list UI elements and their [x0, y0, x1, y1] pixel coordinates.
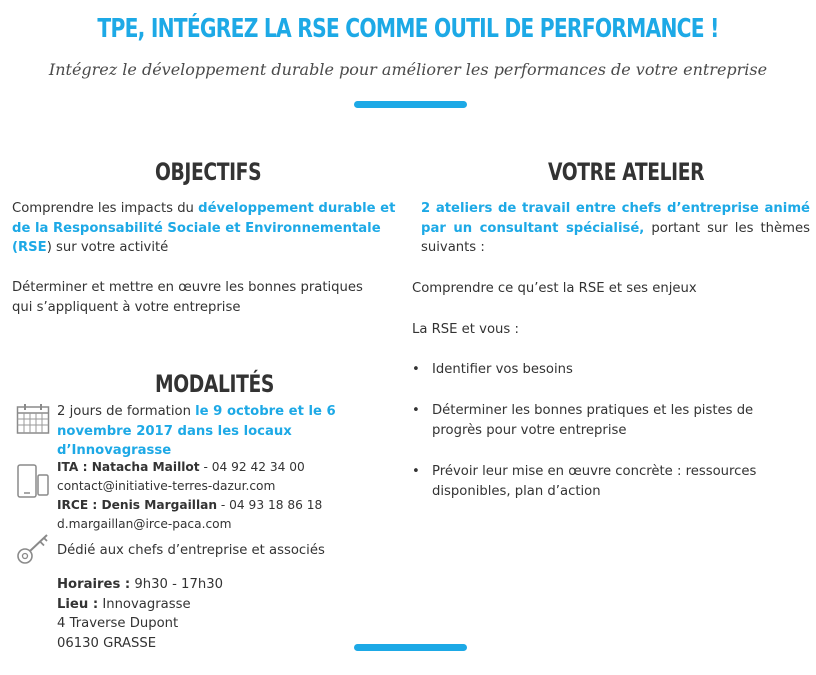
modalites-public: Dédié aux chefs d’entreprise et associés: [57, 543, 325, 558]
atelier-intro-highlight: 2 ateliers de travail entre chefs d’entreprise animé par un consultant spécialisé,: [421, 201, 810, 236]
key-icon: [16, 532, 50, 566]
objectifs-p1-text: Comprendre les impacts du: [12, 201, 199, 216]
lieu-value: Innovagrasse: [98, 596, 191, 612]
objectifs-heading: OBJECTIFS: [155, 158, 262, 186]
objectifs-p1-highlight-3: (RSE: [12, 240, 47, 255]
objectifs-paragraph-1: [12, 199, 397, 258]
modalites-contacts: [57, 458, 402, 534]
objectifs-p1-highlight-2: de la Responsabilité Sociale et Environnementale: [12, 220, 381, 236]
page-subtitle: Intégrez le développement durable pour améliorer les performances de votre entreprise: [48, 60, 768, 79]
atelier-intro: [421, 199, 810, 258]
address-line-1: 4 Traverse Dupont: [57, 616, 179, 631]
top-divider: [354, 101, 467, 108]
atelier-heading: VOTRE ATELIER: [548, 158, 705, 186]
page-title: TPE, INTÉGREZ LA RSE COMME OUTIL DE PERFORMANCE !: [97, 14, 719, 44]
ita-label: ITA : Natacha Maillot: [57, 460, 200, 474]
dates-text: 2 jours de formation: [57, 404, 196, 419]
modalites-heading: MODALITÉS: [155, 370, 274, 398]
ita-phone: - 04 92 42 34 00: [199, 460, 305, 474]
bullet-dot: •: [412, 464, 420, 479]
modalites-dates: [57, 402, 402, 461]
bullet-text: Identifier vos besoins: [432, 362, 573, 377]
horaires-label: Horaires :: [57, 577, 131, 592]
horaires-value: 9h30 - 17h30: [130, 577, 223, 592]
objectifs-p1-post: ) sur votre activité: [46, 240, 169, 255]
lieu-label: Lieu :: [57, 596, 99, 612]
phone-tablet-icon: [16, 463, 50, 499]
address-line-2: 06130 GRASSE: [57, 635, 157, 651]
objectifs-p2-line-1: Déterminer et mettre en œuvre les bonnes pratiques: [12, 280, 363, 295]
atelier-theme-1: Comprendre ce qu’est la RSE et ses enjeux: [412, 281, 697, 296]
bottom-divider: [354, 644, 467, 651]
atelier-intro-text: portant sur les thèmes suivants :: [421, 220, 810, 255]
modalites-practical: [57, 575, 402, 653]
bullet-dot: •: [412, 403, 420, 418]
irce-label: IRCE : Denis Margaillan: [57, 498, 218, 512]
objectifs-p2-line-2: qui s’appliquent à votre entreprise: [12, 299, 241, 315]
calendar-icon: [16, 403, 50, 435]
bullet-text: Déterminer les bonnes pratiques et les pistes de progrès pour votre entreprise: [432, 403, 754, 438]
irce-phone: - 04 93 18 86 18: [217, 498, 323, 512]
ita-email[interactable]: contact@initiative-terres-dazur.com: [57, 479, 276, 493]
bullet-dot: •: [412, 362, 420, 377]
atelier-theme-2: La RSE et vous :: [412, 322, 519, 337]
objectifs-p1-highlight-1: développement durable et: [198, 201, 396, 216]
dates-highlight-2: novembre 2017 dans les locaux d’Innovagrasse: [57, 423, 292, 458]
irce-email[interactable]: d.margaillan@irce-paca.com: [57, 517, 232, 531]
dates-highlight-1: le 9 octobre et le 6: [195, 404, 336, 419]
objectifs-paragraph-2: [12, 278, 397, 317]
bullet-text: Prévoir leur mise en œuvre concrète : ressources disponibles, plan d’action: [432, 464, 757, 499]
